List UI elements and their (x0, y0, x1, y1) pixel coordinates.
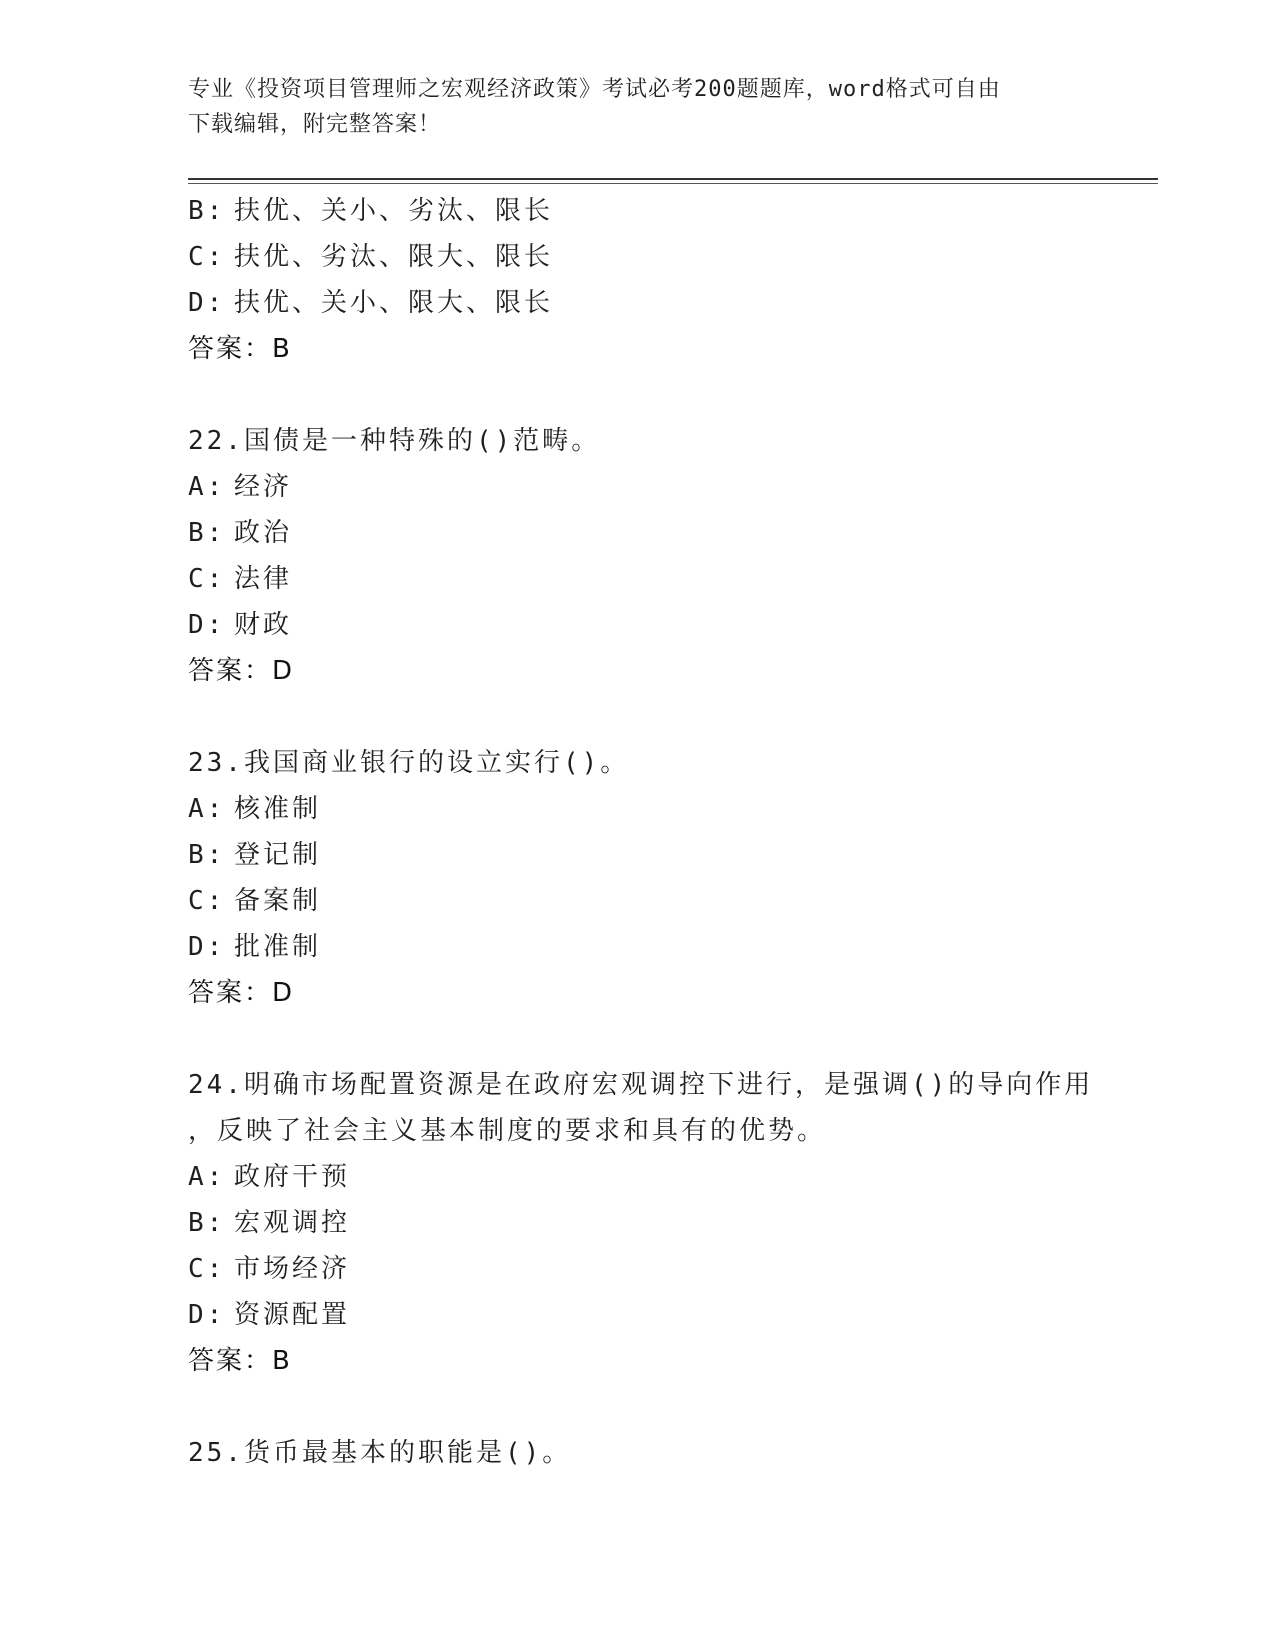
answer-line: 答案：D (188, 978, 295, 1008)
question-stem: 25.货币最基本的职能是()。 (188, 1438, 572, 1468)
answer-line: 答案：B (188, 1346, 292, 1376)
option-b (188, 1200, 1088, 1246)
option-text: 扶优、劣汰、限大、限长 (234, 242, 554, 272)
option-label: D: (188, 288, 226, 318)
option-label: B: (188, 196, 226, 226)
question-stem: 23.我国商业银行的设立实行()。 (188, 748, 630, 778)
question-25 (188, 1430, 1088, 1476)
option-text: 登记制 (234, 840, 322, 870)
option-text: 法律 (234, 564, 293, 594)
option-c (188, 556, 1088, 602)
option-d (188, 280, 1088, 326)
option-text: 备案制 (234, 886, 322, 916)
option-label: A: (188, 794, 226, 824)
option-label: D: (188, 932, 226, 962)
question-list (188, 188, 1094, 1476)
question-22 (188, 418, 1088, 694)
option-b (188, 832, 1088, 878)
option-label: B: (188, 1208, 226, 1238)
option-label: C: (188, 564, 226, 594)
header-divider-thick (188, 178, 1158, 180)
option-label: D: (188, 610, 226, 640)
option-label: A: (188, 472, 226, 502)
question-23 (188, 740, 1088, 1016)
option-text: 资源配置 (234, 1300, 351, 1330)
option-a (188, 1154, 1088, 1200)
question-stem-line-2: ，反映了社会主义基本制度的要求和具有的优势。 (188, 1116, 827, 1146)
question-stem: 22.国债是一种特殊的()范畴。 (188, 426, 601, 456)
option-a (188, 786, 1088, 832)
option-c (188, 234, 1088, 280)
option-label: A: (188, 1162, 226, 1192)
option-b (188, 510, 1088, 556)
document-header (188, 72, 1088, 142)
option-label: B: (188, 518, 226, 548)
answer-line: 答案：D (188, 656, 295, 686)
option-text: 经济 (234, 472, 293, 502)
question-21-partial (188, 188, 1088, 372)
option-b (188, 188, 1088, 234)
option-label: D: (188, 1300, 226, 1330)
option-d (188, 1292, 1088, 1338)
option-a (188, 464, 1088, 510)
option-c (188, 1246, 1088, 1292)
option-text: 宏观调控 (234, 1208, 351, 1238)
document-page (188, 0, 1158, 1650)
option-text: 市场经济 (234, 1254, 351, 1284)
option-d (188, 924, 1088, 970)
option-text: 扶优、关小、劣汰、限长 (234, 196, 554, 226)
question-24 (188, 1062, 1094, 1384)
option-text: 核准制 (234, 794, 322, 824)
option-label: B: (188, 840, 226, 870)
option-text: 政府干预 (234, 1162, 351, 1192)
header-divider-thin (188, 183, 1158, 184)
option-text: 政治 (234, 518, 293, 548)
option-text: 批准制 (234, 932, 322, 962)
option-text: 扶优、关小、限大、限长 (234, 288, 554, 318)
option-label: C: (188, 886, 226, 916)
option-c (188, 878, 1088, 924)
question-stem-line-1: 24.明确市场配置资源是在政府宏观调控下进行，是强调()的导向作用 (188, 1070, 1094, 1100)
option-label: C: (188, 242, 226, 272)
option-text: 财政 (234, 610, 293, 640)
header-line-2: 下载编辑，附完整答案！ (188, 112, 442, 137)
option-label: C: (188, 1254, 226, 1284)
header-line-1: 专业《投资项目管理师之宏观经济政策》考试必考200题题库，word格式可自由 (188, 77, 1001, 102)
answer-line: 答案：B (188, 334, 292, 364)
option-d (188, 602, 1088, 648)
